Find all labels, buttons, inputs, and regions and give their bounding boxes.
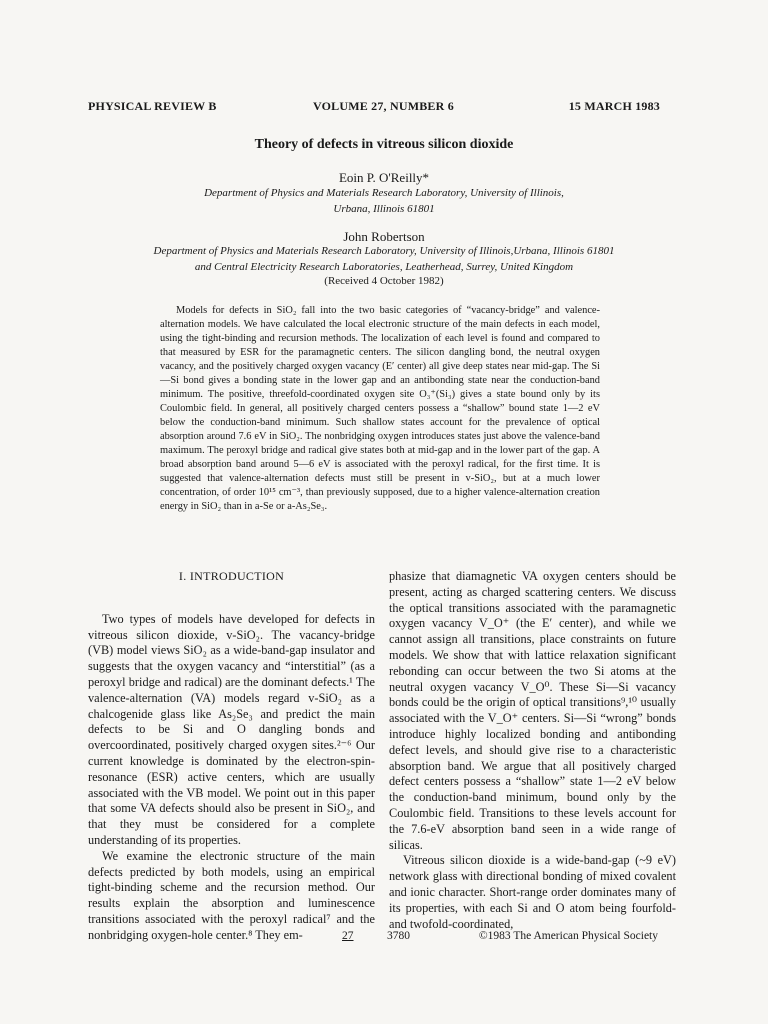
right-column [389, 569, 676, 932]
left-column [88, 569, 375, 944]
body-paragraph: We examine the electronic structure of the main defects predicted by both models, using an empirical tight-binding scheme and the recursion method. Our results explain the absorption and luminescence transitions associated with the peroxyl radical⁷ and the nonbridging oxygen-hole center.⁸ They em- [88, 848, 375, 942]
affiliation-line: Department of Physics and Materials Research Laboratory, University of Illinois,Urbana, Illinois 61801 [153, 245, 615, 257]
footer-volume: 27 [342, 930, 354, 942]
body-paragraph: phasize that diamagnetic VA oxygen centers should be present, acting as charged scattering centers. We discuss the optical transitions associated with the paramagnetic oxygen vacancy V_O⁺ (the E′ center), and while we cannot assign all transitions, place constraints on future models. We show that with lattice relaxation significant rebonding can occur between the two Si atoms at the neutral oxygen vacancy V_O⁰. These Si—Si vacancy bonds could be the origin of optical transitions⁹,¹⁰ usually associated with the V_O⁺ centers. Si—Si “wrong” bonds introduce highly localized bonding and antibonding defect levels, and should give rise to a characteristic absorption band. We argue that all positively charged defect centers possess a “shallow” state 1—2 eV below the conduction-band minimum, bound only by the Coulombic field. Transitions to these levels account for the 7.6-eV absorption band seen in a wide range of silicas. [389, 569, 676, 852]
page-number: 3780 [387, 930, 410, 942]
body-paragraph: Two types of models have developed for defects in vitreous silicon dioxide, v-SiO₂. The vacancy-bridge (VB) model views SiO₂ as a wide-band-gap insulator and suggests that the oxygen vacancy and “interstitial” (as a peroxyl bridge and radical) are the dominant defects.¹ The valence-alternation (VA) models regard v-SiO₂ as a chalcogenide glass like As₂Se₃ and predict the main defects to be Si and O dangling bonds and overcoordinated, positively charged oxygen sites.²⁻⁶ Our current knowledge is dominated by the electron-spin-resonance (ESR) active centers, which are usually associated with the VB model. We point out in this paper that some VA defects should also be present in SiO₂, and that they must be considered for a complete understanding of its properties. [88, 611, 375, 847]
author-name-1: Eoin P. O'Reilly* [338, 170, 430, 185]
abstract: Models for defects in SiO₂ fall into the two basic categories of “vacancy-bridge” and valence-alternation models. We have calculated the local electronic structure of the main defects in each model, using the tight-binding and recursion methods. The localization of each level is found and compared to that measured by ESR for the paramagnetic centers. The silicon dangling bond, the neutral oxygen vacancy, and the positively charged oxygen vacancy (E′ center) all give deep states near mid-gap. The Si—Si bond gives a bonding state in the lower gap and an antibonding state near the conduction-band minimum. The positive, threefold-coordinated oxygen site O₃⁺(Si₃) gives a state bound only by its Coulombic field. In general, all positively charged centers possess a “shallow” bound state 1—2 eV below the conduction-band minimum. Such shallow states account for the prevalence of optical absorption around 7.6 eV in SiO₂. The nonbridging oxygen introduces states just above the valence-band maximum. The peroxyl bridge and radical give states both at mid-gap and in the lower part of the gap. A broad absorption band around 5—6 eV is associated with the peroxyl radical, for the first time. It is suggested that valence-alternation defects must still be present in v-SiO₂, but at a much lower concentration, of order 10¹⁵ cm⁻³, than previously supposed, due to a higher valence-alternation creation energy in SiO₂ than in a-Se or a-As₂Se₃. [160, 305, 600, 513]
affiliation-line: and Central Electricity Research Laboratories, Leatherhead, Surrey, United Kingdom [194, 261, 574, 273]
affiliation-line: Urbana, Illinois 61801 [333, 203, 435, 215]
author-affiliation-2 [0, 243, 768, 275]
copyright: ©1983 The American Physical Society [478, 930, 658, 942]
section-heading: I. INTRODUCTION [178, 569, 285, 583]
issue-date: 15 MARCH 1983 [568, 99, 660, 113]
volume-number: VOLUME 27, NUMBER 6 [313, 99, 454, 113]
journal-name: PHYSICAL REVIEW B [88, 99, 217, 113]
author-affiliation-1 [0, 185, 768, 217]
author-name-2: John Robertson [343, 229, 425, 244]
paper-title: Theory of defects in vitreous silicon dioxide [254, 137, 514, 152]
received-date: (Received 4 October 1982) [324, 275, 444, 287]
body-paragraph: Vitreous silicon dioxide is a wide-band-gap (~9 eV) network glass with directional bonding of mixed covalent and ionic character. Short-range order dominates many of its properties, with each Si and O atom being fourfold- and twofold-coordinated, [389, 853, 676, 931]
affiliation-line: Department of Physics and Materials Research Laboratory, University of Illinois, [204, 187, 564, 199]
